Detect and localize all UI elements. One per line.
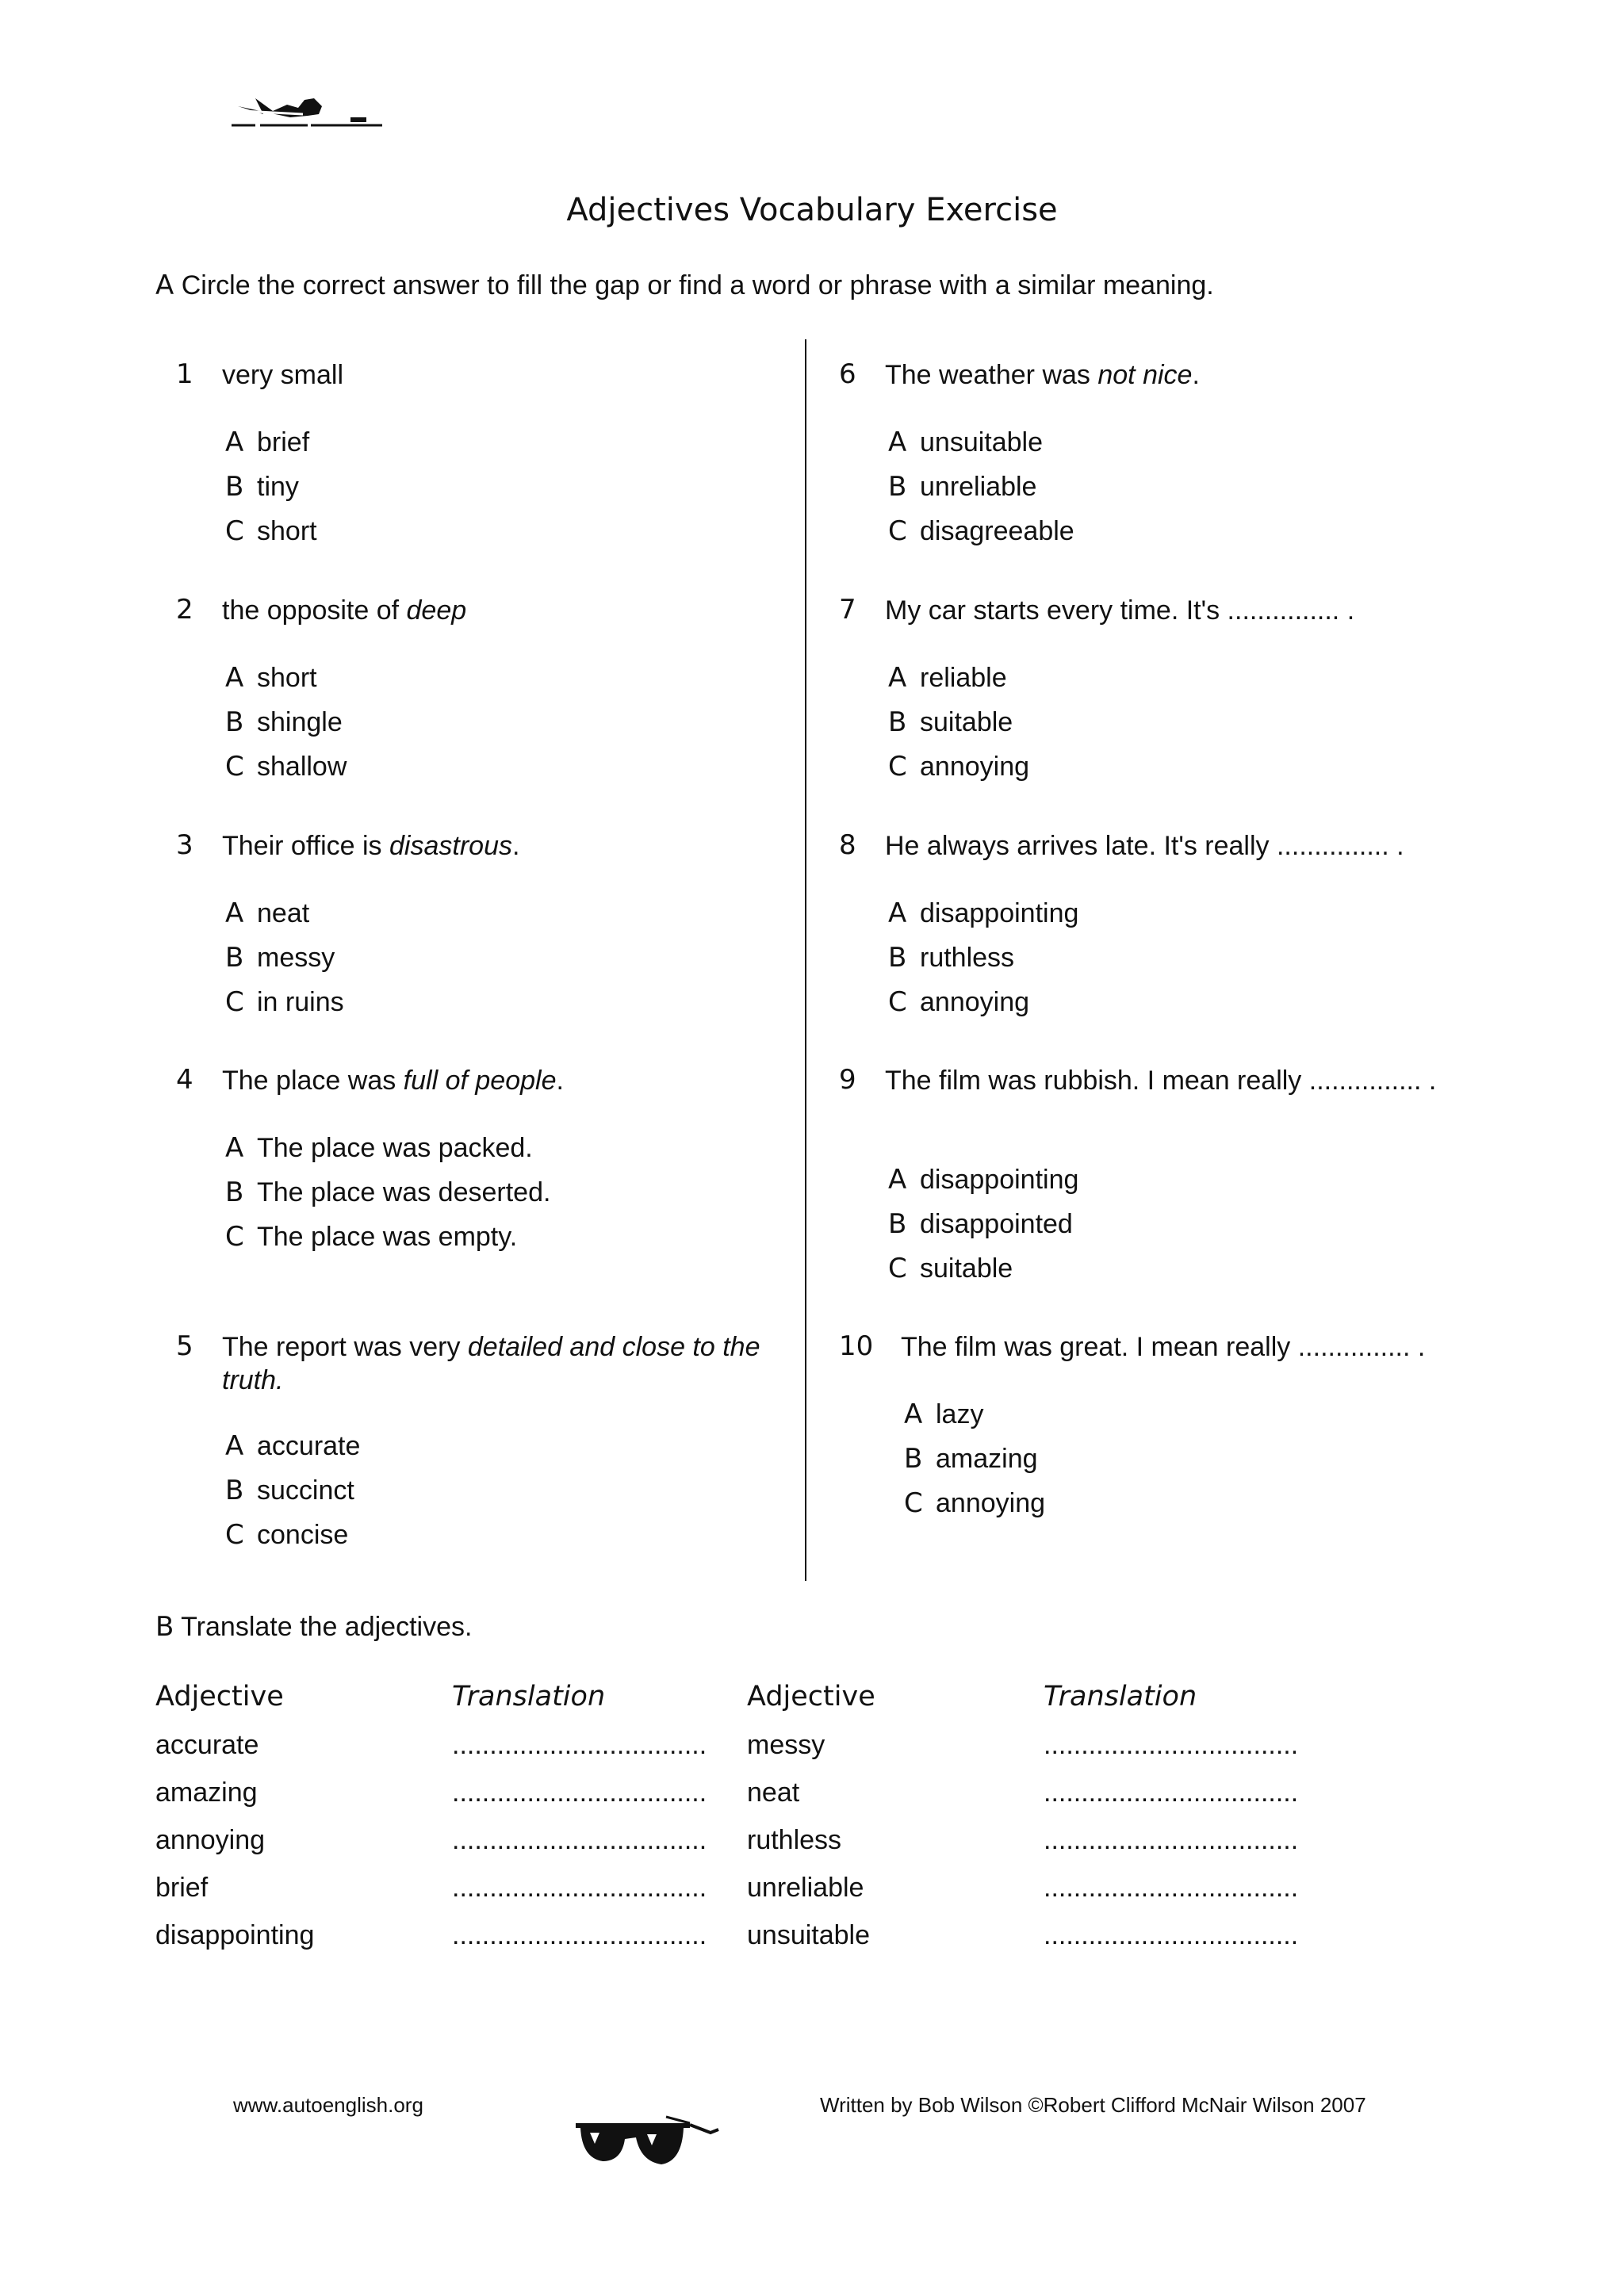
question-number: 6 <box>839 358 856 390</box>
option-c[interactable]: C shallow <box>225 751 347 783</box>
option-c[interactable]: C short <box>225 515 317 547</box>
section-b-instruction-text: Translate the adjectives. <box>181 1612 473 1642</box>
adjective-word: disappointing <box>155 1920 315 1950</box>
option-c[interactable]: C disagreeable <box>888 515 1074 547</box>
option-b[interactable]: B unreliable <box>888 471 1037 503</box>
translation-blank[interactable]: .................................. <box>452 1825 707 1855</box>
question-number: 7 <box>839 594 856 626</box>
section-a-letter: A <box>155 270 174 301</box>
option-a[interactable]: A short <box>225 662 317 694</box>
option-a[interactable]: A disappointing <box>888 1164 1079 1196</box>
question-text: My car starts every time. It's ............... . <box>885 595 1355 626</box>
option-c[interactable]: C annoying <box>888 986 1030 1018</box>
adjective-word: brief <box>155 1873 209 1903</box>
section-a-instruction <box>155 270 1214 301</box>
boat-and-figure-logo <box>232 94 390 134</box>
translation-blank[interactable]: .................................. <box>452 1777 707 1808</box>
question-text: He always arrives late. It's really ............... . <box>885 831 1404 861</box>
option-c[interactable]: C concise <box>225 1519 349 1551</box>
translation-blank[interactable]: .................................. <box>1044 1873 1299 1903</box>
question-text: The report was very detailed and close to the truth. <box>222 1332 760 1395</box>
question-number: 10 <box>839 1330 874 1362</box>
translation-blank[interactable]: .................................. <box>1044 1730 1299 1760</box>
question-text: Their office is disastrous. <box>222 831 520 861</box>
header-translation-left: Translation <box>452 1681 606 1712</box>
option-b[interactable]: B messy <box>225 942 335 974</box>
option-c[interactable]: C annoying <box>888 751 1030 783</box>
adjective-word: unsuitable <box>747 1920 871 1950</box>
header-adjective-left: Adjective <box>155 1681 284 1712</box>
option-c[interactable]: C The place was empty. <box>225 1221 518 1253</box>
adjective-word: messy <box>747 1730 825 1760</box>
option-a[interactable]: A The place was packed. <box>225 1132 533 1164</box>
translation-blank[interactable]: .................................. <box>452 1730 707 1760</box>
header-translation-right: Translation <box>1044 1681 1197 1712</box>
adjective-word: neat <box>747 1777 800 1808</box>
adjective-word: accurate <box>155 1730 259 1760</box>
question-number: 5 <box>176 1330 193 1362</box>
option-b[interactable]: B tiny <box>225 471 299 503</box>
adjective-word: unreliable <box>747 1873 864 1903</box>
question-text: The film was rubbish. I mean really ............... . <box>885 1066 1437 1096</box>
question-text: The film was great. I mean really ............... . <box>901 1332 1426 1362</box>
option-a[interactable]: A accurate <box>225 1430 361 1462</box>
sunglasses-icon <box>571 2109 722 2189</box>
option-a[interactable]: A reliable <box>888 662 1007 694</box>
translation-blank[interactable]: .................................. <box>452 1920 707 1950</box>
question-number: 4 <box>176 1064 193 1096</box>
option-b[interactable]: B shingle <box>225 706 343 738</box>
question-number: 3 <box>176 829 193 861</box>
option-b[interactable]: B ruthless <box>888 942 1015 974</box>
adjective-word: ruthless <box>747 1825 842 1855</box>
question-number: 1 <box>176 358 193 390</box>
footer-website[interactable]: www.autoenglish.org <box>233 2093 423 2117</box>
section-b-letter: B <box>155 1611 174 1643</box>
question-text: very small <box>222 360 344 390</box>
option-a[interactable]: A brief <box>225 427 310 458</box>
question-number: 8 <box>839 829 856 861</box>
question-text: The place was full of people. <box>222 1066 564 1096</box>
page-title: Adjectives Vocabulary Exercise <box>566 192 1058 228</box>
option-a[interactable]: A unsuitable <box>888 427 1044 458</box>
option-b[interactable]: B amazing <box>904 1443 1038 1475</box>
adjective-word: annoying <box>155 1825 266 1855</box>
column-divider <box>805 339 806 1581</box>
translation-blank[interactable]: .................................. <box>1044 1777 1299 1808</box>
question-text: the opposite of deep <box>222 595 467 626</box>
footer-credit: Written by Bob Wilson ©Robert Clifford McNair Wilson 2007 <box>820 2093 1366 2117</box>
option-b[interactable]: B disappointed <box>888 1208 1073 1240</box>
option-a[interactable]: A neat <box>225 897 310 929</box>
translation-blank[interactable]: .................................. <box>452 1873 707 1903</box>
header-adjective-right: Adjective <box>747 1681 875 1712</box>
option-c[interactable]: C annoying <box>904 1487 1046 1519</box>
translation-blank[interactable]: .................................. <box>1044 1825 1299 1855</box>
option-a[interactable]: A lazy <box>904 1399 984 1430</box>
question-text: The weather was not nice. <box>885 360 1200 390</box>
question-number: 9 <box>839 1064 856 1096</box>
section-a-instruction-text: Circle the correct answer to fill the gap or find a word or phrase with a similar meaning. <box>181 270 1214 300</box>
adjective-word: amazing <box>155 1777 258 1808</box>
translation-blank[interactable]: .................................. <box>1044 1920 1299 1950</box>
option-c[interactable]: C in ruins <box>225 986 344 1018</box>
option-c[interactable]: C suitable <box>888 1253 1013 1284</box>
option-b[interactable]: B succinct <box>225 1475 354 1506</box>
section-b-instruction <box>155 1611 472 1643</box>
question-number: 2 <box>176 594 193 626</box>
option-a[interactable]: A disappointing <box>888 897 1079 929</box>
option-b[interactable]: B suitable <box>888 706 1013 738</box>
option-b[interactable]: B The place was deserted. <box>225 1177 551 1208</box>
